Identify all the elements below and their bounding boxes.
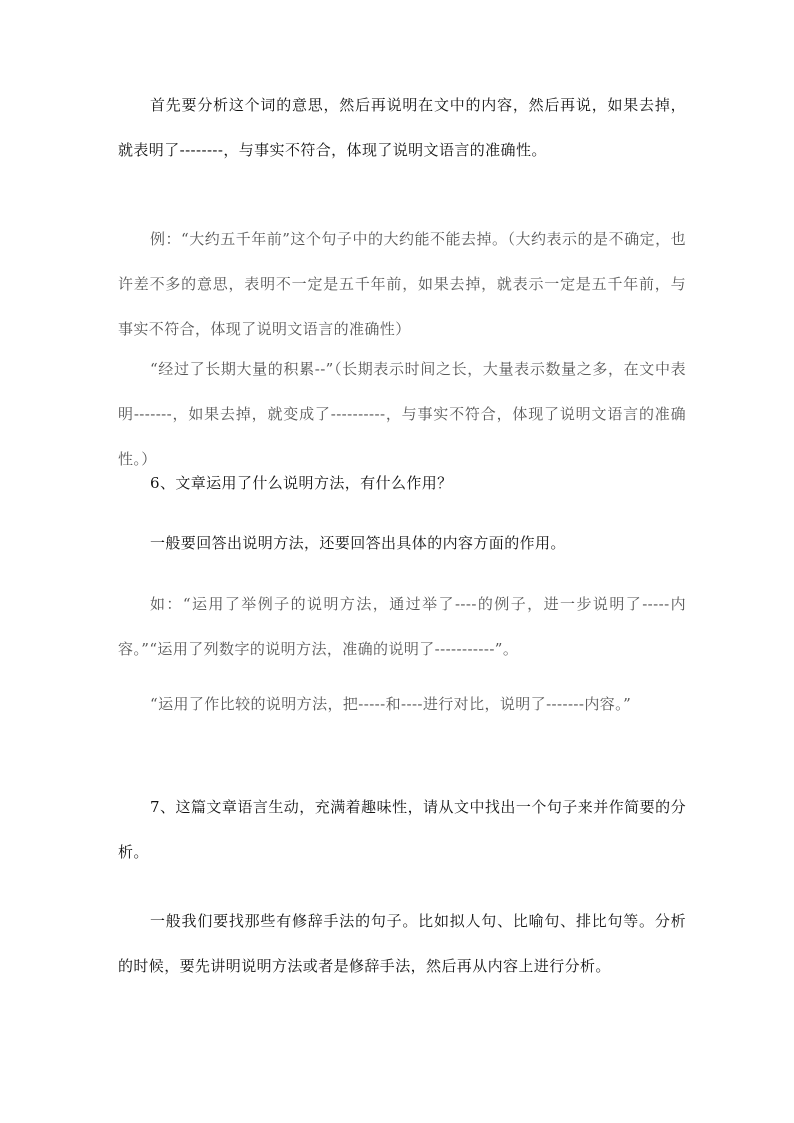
paragraph-rhetoric-analysis: 一般我们要找那些有修辞手法的句子。比如拟人句、比喻句、排比句等。分析的时候，要先讲明说明方法或者是修辞手法，然后再从内容上进行分析。 bbox=[118, 912, 686, 975]
paragraph-word-analysis-method: 首先要分析这个词的意思，然后再说明在文中的内容，然后再说，如果去掉，就表明了--------，与事实不符合，体现了说明文语言的准确性。 bbox=[118, 96, 686, 159]
paragraph-example-dayue: 例：“大约五千年前”这个句子中的大约能不能去掉。（大约表示的是不确定，也许差不多的意思，表明不一定是五千年前，如果去掉，就表示一定是五千年前，与事实不符合，体现了说明文语言的准确性） bbox=[118, 230, 686, 338]
question-7-heading: 7、这篇文章语言生动，充满着趣味性，请从文中找出一个句子来并作简要的分析。 bbox=[118, 798, 686, 861]
paragraph-answer-method: 一般要回答出说明方法，还要回答出具体的内容方面的作用。 bbox=[150, 534, 566, 552]
question-6-heading: 6、文章运用了什么说明方法，有什么作用？ bbox=[150, 474, 453, 492]
paragraph-example-comparison: “运用了作比较的说明方法，把-----和----进行对比，说明了-------内容。” bbox=[150, 695, 632, 713]
paragraph-example-long-term: “经过了长期大量的积累--”（长期表示时间之长，大量表示数量之多，在文中表明-------，如果去掉，就变成了----------，与事实不符合，体现了说明文语言的准确性。） bbox=[118, 360, 686, 468]
paragraph-example-methods: 如：“运用了举例子的说明方法，通过举了----的例子，进一步说明了-----内容。”“运用了列数字的说明方法，准确的说明了-----------”。 bbox=[118, 595, 686, 658]
